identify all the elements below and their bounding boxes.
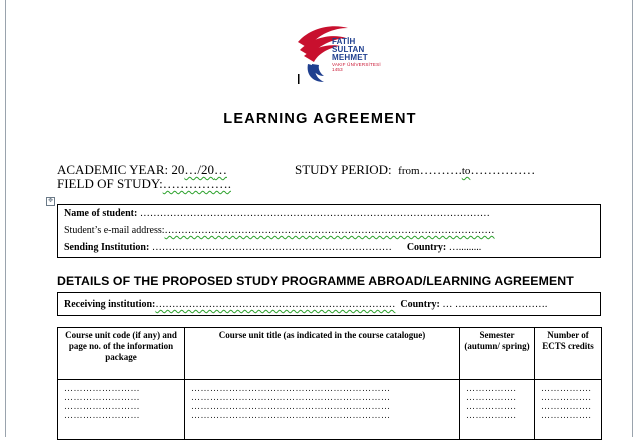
header-semester: Semester (autumn/ spring) bbox=[460, 328, 535, 380]
receiving-institution-box bbox=[57, 292, 601, 316]
course-table bbox=[57, 327, 602, 440]
course-code-cell[interactable]: …………………… …………………… …………………… …………………… bbox=[58, 380, 185, 440]
receiving-institution-row: Receiving institution:……………………………………………………………… Country: … ………………………. bbox=[64, 299, 548, 310]
page-left-border bbox=[5, 0, 6, 437]
header-ects: Number of ECTS credits bbox=[535, 328, 602, 380]
document-title: LEARNING AGREEMENT bbox=[223, 111, 417, 127]
academic-year-line: ACADEMIC YEAR: 20…/20… bbox=[57, 162, 227, 177]
ects-cell[interactable]: ……………. ……………. ……………. ……………. bbox=[535, 380, 602, 440]
header-course-title: Course unit title (as indicated in the course catalogue) bbox=[185, 328, 460, 380]
student-email-row: Student’s e-mail address:……………………………………………………………………………………… bbox=[64, 225, 495, 236]
table-header-row bbox=[58, 328, 602, 380]
semester-cell[interactable]: ……………. ……………. ……………. ……………. bbox=[460, 380, 535, 440]
study-period-line: STUDY PERIOD: from……….to…………… bbox=[295, 162, 536, 177]
course-title-cell[interactable]: ……………………………………………………… ……………………………………………………… ……………………………………………………… ……………………………………………………… bbox=[185, 380, 460, 440]
table-move-handle-icon[interactable]: ✥ bbox=[47, 197, 54, 204]
student-name-row: Name of student: …………………………………………………………………………………………… bbox=[64, 208, 490, 219]
field-of-study-line: FIELD OF STUDY:……………. bbox=[57, 176, 231, 191]
sending-institution-row: Sending Institution: ……………………………………………………………… Country: …......... bbox=[64, 242, 482, 253]
student-info-box bbox=[57, 204, 601, 258]
table-row bbox=[58, 380, 602, 440]
logo-wordmark: FATİH SULTAN MEHMET VAKIF ÜNİVERSİTESİ 1453 bbox=[332, 37, 381, 72]
page-right-border bbox=[632, 0, 633, 437]
section-title: DETAILS OF THE PROPOSED STUDY PROGRAMME ABROAD/LEARNING AGREEMENT bbox=[57, 274, 574, 288]
header-course-code: Course unit code (if any) and page no. of the information package bbox=[58, 328, 185, 380]
